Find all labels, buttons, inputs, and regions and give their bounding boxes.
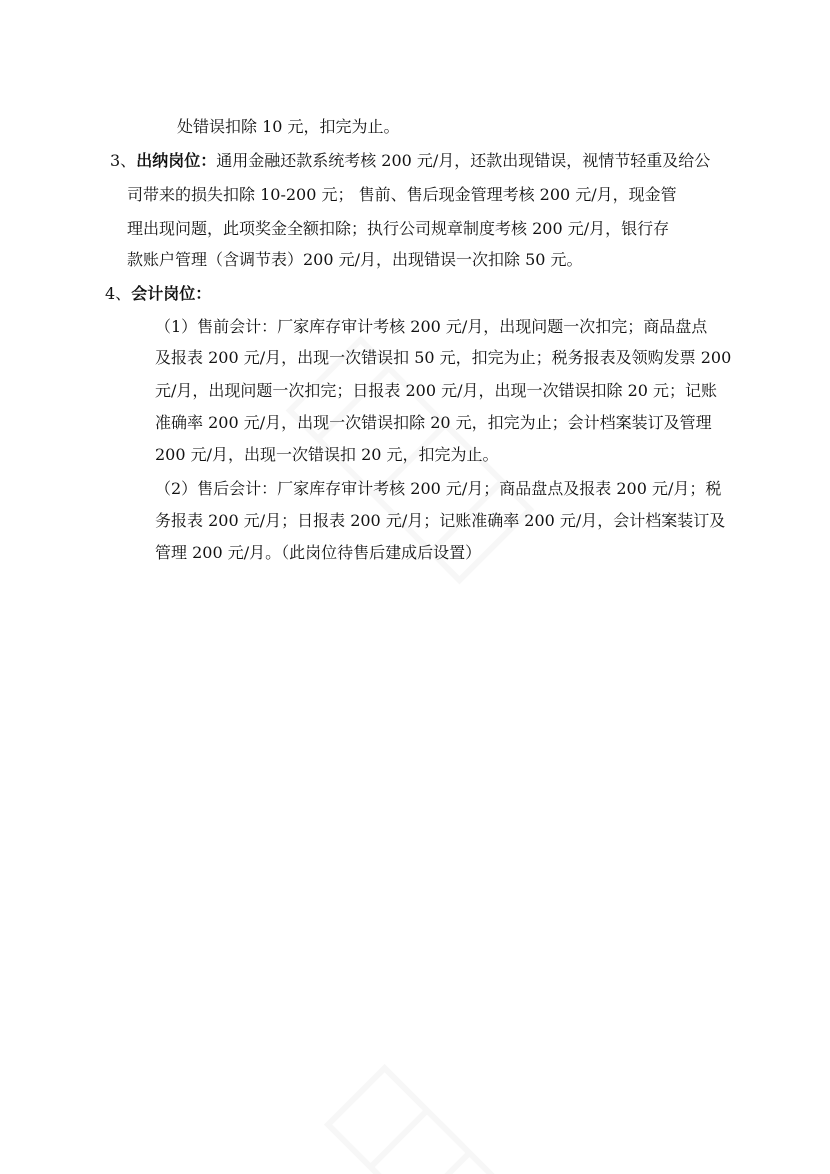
section-3-heading-line (110, 151, 710, 171)
continued-text-line: 处错误扣除 10 元，扣完为止。 (177, 117, 400, 136)
aftersale-accounting-line-3: 管理 200 元/月。（此岗位待售后建成后设置） (155, 543, 482, 562)
presale-accounting-line-4: 准确率 200 元/月，出现一次错误扣除 20 元，扣完为止；会计档案装订及管理 (155, 413, 712, 432)
section-3-text-line-3: 理出现问题，此项奖金全额扣除；执行公司规章制度考核 200 元/月，银行存 (127, 219, 670, 238)
aftersale-accounting-line-1: （2）售后会计：厂家库存审计考核 200 元/月；商品盘点及报表 200 元/月；税 (155, 479, 722, 498)
section-4-heading-line (105, 284, 211, 304)
section-3-title: 出纳岗位： (136, 151, 217, 170)
presale-accounting-line-5: 200 元/月，出现一次错误扣 20 元，扣完为止。 (155, 445, 499, 464)
presale-accounting-line-2: 及报表 200 元/月，出现一次错误扣 50 元，扣完为止；税务报表及领购发票 200 (155, 348, 732, 367)
section-4-title: 会计岗位： (131, 284, 212, 303)
presale-accounting-line-1: （1）售前会计：厂家库存审计考核 200 元/月，出现问题一次扣完；商品盘点 (155, 317, 708, 336)
watermark-mark-lower (310, 1050, 530, 1174)
section-4-number: 4、 (105, 284, 132, 303)
section-3-number: 3、 (110, 151, 137, 170)
section-3-text-line-2: 司带来的损失扣除 10-200 元； 售前、售后现金管理考核 200 元/月，现金管 (127, 185, 677, 204)
presale-accounting-line-3: 元/月，出现问题一次扣完；日报表 200 元/月，出现一次错误扣除 20 元；记账 (155, 381, 718, 400)
aftersale-accounting-line-2: 务报表 200 元/月；日报表 200 元/月；记账准确率 200 元/月，会计档案装订及 (155, 511, 726, 530)
section-3-text-line-1: 通用金融还款系统考核 200 元/月，还款出现错误，视情节轻重及给公 (216, 151, 711, 170)
section-3-text-line-4: 款账户管理（含调节表）200 元/月，出现错误一次扣除 50 元。 (127, 250, 583, 269)
